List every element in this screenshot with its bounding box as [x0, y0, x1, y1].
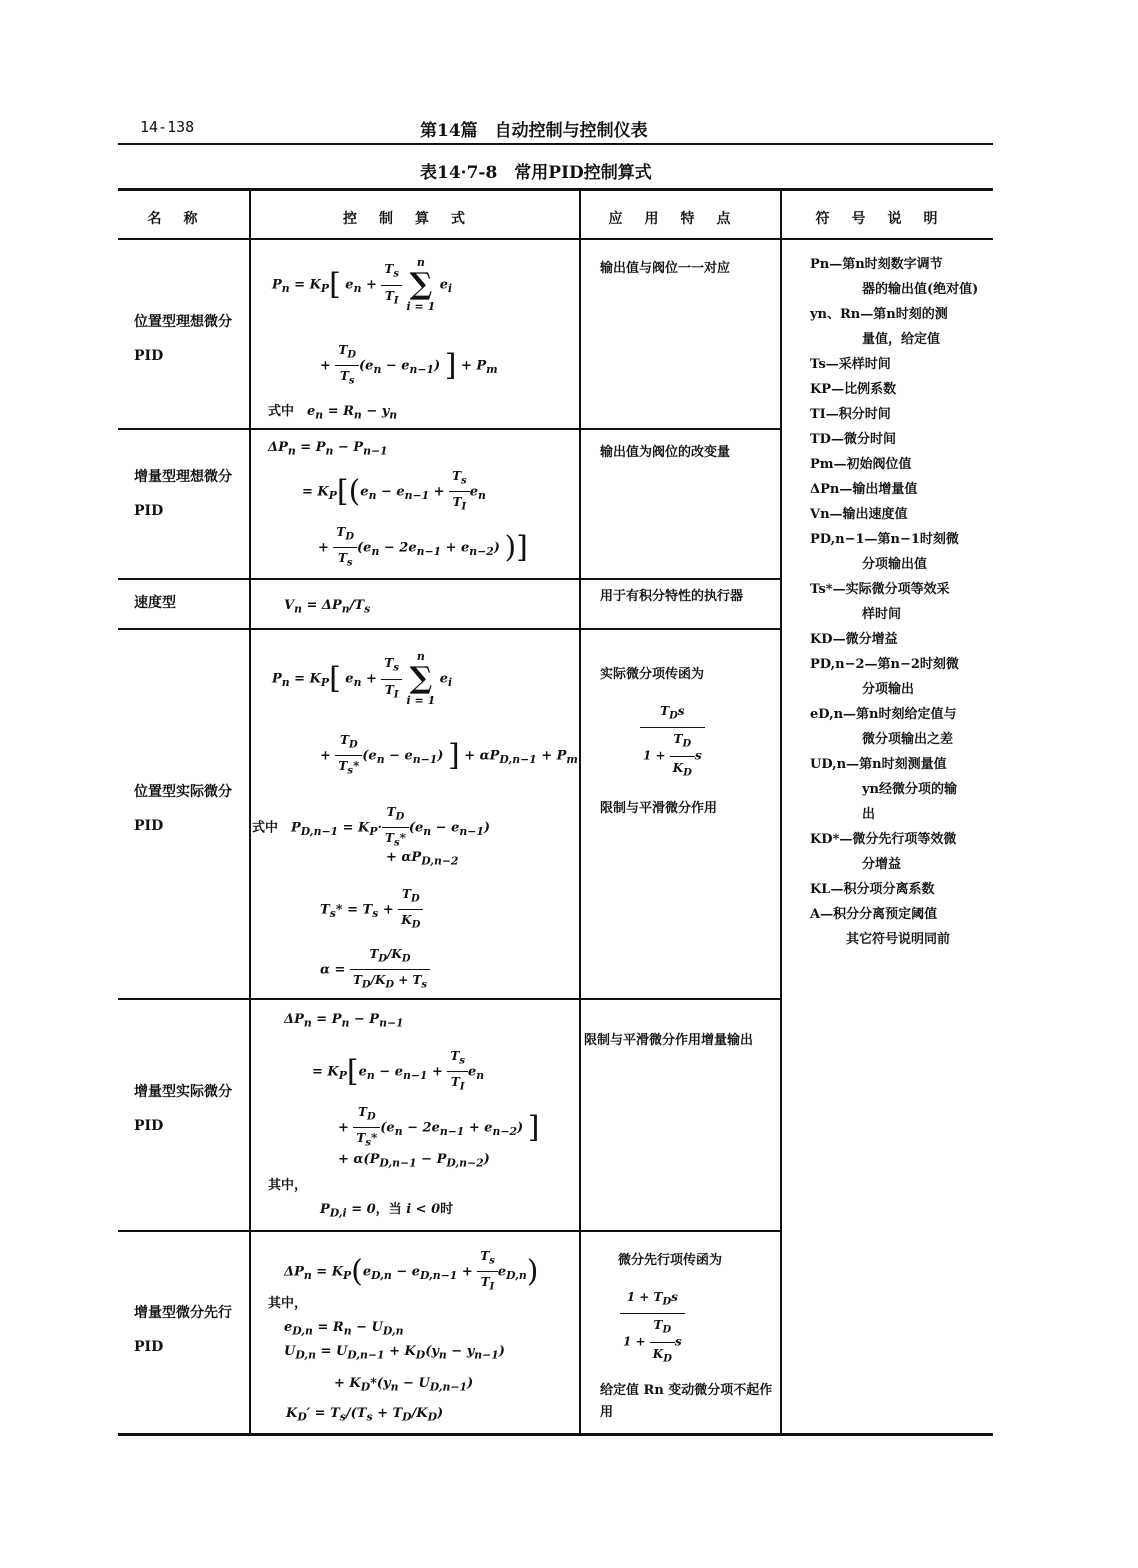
symbol-line: KD—微分增益: [810, 632, 898, 647]
formula-line: $T_s* = T_s$ + $\frac{T_D}{K_D}$: [320, 884, 423, 936]
symbol-line: Pm—初始阀位值: [810, 457, 912, 472]
symbol-line: 样时间: [862, 607, 902, 622]
symbol-line: 量值，给定值: [862, 332, 941, 347]
symbol-line: yn、Rn—第n时刻的测: [810, 307, 948, 322]
application-text: 实际微分项传函为: [600, 667, 705, 682]
symbol-line: 出: [862, 807, 876, 822]
symbol-line: 微分项输出之差: [862, 732, 954, 747]
formula-line: $P_n = K_P$[ $e_n$ + $\frac{T_s}{T_I}$ n ∑ i = 1 $e_i$: [272, 256, 453, 313]
symbol-line: Ts*—实际微分项等效采: [810, 582, 950, 597]
formula-line: + $\frac{T_D}{T_s*}$ $(e_n - e_{n-1})$ ] + $\alpha P_{D,n-1} + P_m$: [320, 730, 578, 782]
application-block: [584, 1250, 779, 1424]
application-text: 限制与平滑微分作用: [600, 801, 718, 817]
symbol-line: UD,n—第n时刻测量值: [810, 757, 947, 772]
formula-line: + $\frac{T_D}{T_s*}$ $(e_n - 2e_{n-1} + e_{n-2})$ ]: [338, 1102, 539, 1154]
row-name-line: PID: [134, 1118, 164, 1134]
col-rule: [249, 190, 251, 1434]
formula-line: $e_{D,n} = R_n - U_{D,n}$: [284, 1320, 404, 1338]
formula-line: $\Delta P_n = P_n - P_{n-1}$: [268, 440, 388, 458]
row-name-line: PID: [134, 348, 164, 364]
row-name: [134, 775, 232, 843]
symbol-line: 其它符号说明同前: [846, 932, 951, 947]
symbol-line: Ts—采样时间: [810, 357, 891, 372]
row-name-line: 位置型实际微分: [134, 784, 232, 800]
header-rule: [118, 143, 993, 145]
formula-line: + $\frac{T_D}{T_s}$ $(e_n - 2e_{n-1} + e_{n-2})$ )]: [318, 522, 528, 574]
symbol-line: PD,n−1—第n−1时刻微: [810, 532, 959, 547]
page-number: 14-138: [140, 118, 195, 136]
formula-line: + $\frac{T_D}{T_s}$ $(e_n - e_{n-1})$ ] + $P_m$: [320, 340, 498, 392]
column-header-symbols: 符号说明: [815, 211, 960, 227]
application-text: 输出值为阀位的改变量: [600, 445, 731, 460]
row-name-line: 位置型理想微分: [134, 314, 232, 330]
row-name: [134, 1296, 232, 1364]
application-text: 输出值与阀位一一对应: [600, 261, 731, 276]
symbol-line: PD,n−2—第n−2时刻微: [810, 657, 959, 672]
section-title: 第14篇 自动控制与控制仪表: [420, 121, 648, 141]
symbol-line: KP—比例系数: [810, 382, 897, 397]
row-rule: [118, 628, 780, 630]
formula-line: $V_n = \Delta P_n/T_s$: [284, 598, 371, 616]
symbol-line: eD,n—第n时刻给定值与: [810, 707, 957, 722]
formula-line: $U_{D,n} = U_{D,n-1} + K_D(y_n - y_{n-1})$: [284, 1344, 505, 1362]
row-name-line: 增量型实际微分: [134, 1084, 232, 1100]
symbol-line: KD*—微分先行项等效微: [810, 832, 957, 847]
formula-line: = $K_P[(e_n - e_{n-1}$ + $\frac{T_s}{T_I}$ $e_n$: [302, 466, 486, 518]
row-name-line: 增量型微分先行: [134, 1305, 232, 1321]
formula-line: 式中 $P_{D,n-1} = K_P\cdot$ $\frac{T_D}{T_s*}$ $(e_n - e_{n-1})$: [252, 802, 490, 854]
formula-line: 其中，: [268, 1296, 308, 1311]
application-text: 微分先行项传函为: [618, 1253, 723, 1268]
symbol-line: TI—积分时间: [810, 407, 891, 422]
formula-line: $P_n = K_P$[ $e_n$ + $\frac{T_s}{T_I}$ n ∑ i = 1 $e_i$: [272, 650, 453, 707]
row-name: [134, 460, 232, 528]
symbol-line: A—积分分离预定阈值: [810, 907, 938, 922]
row-name-line: PID: [134, 818, 164, 834]
col-rule: [579, 190, 581, 1434]
formula-line: + $\alpha P_{D,n-2}$: [386, 850, 459, 868]
row-name: [134, 586, 176, 620]
formula-line: $P_{D,i} = 0$，当 i < 0时: [320, 1202, 454, 1220]
application-text: 限制与平滑微分作用增量输出: [584, 1033, 754, 1048]
row-name-line: PID: [134, 503, 164, 519]
application-block: [600, 664, 775, 820]
symbol-line: 器的输出值(绝对值): [862, 282, 979, 297]
formula-line: $K_D' = T_s/(T_s + T_D/K_D)$: [286, 1406, 444, 1424]
application-text: 给定值 Rn 变动微分项不起作用: [600, 1383, 773, 1421]
symbol-line: yn经微分项的输: [862, 782, 958, 797]
formula-line: α = $\frac{T_D/K_D}{T_D/K_D + T_s}$: [320, 944, 430, 996]
symbol-line: 分项输出值: [862, 557, 928, 572]
symbol-line: 分增益: [862, 857, 902, 872]
column-header-formula: 控制算式: [343, 211, 487, 227]
col-rule: [780, 190, 782, 1434]
column-header-application: 应用特点: [608, 211, 753, 227]
formula-line: $\Delta P_n = K_P(e_{D,n} - e_{D,n-1}$ + $\frac{T_s}{T_I}$ $e_{D,n}$): [284, 1246, 538, 1298]
transfer-function: $1 + T_Ds$ 1 + $\frac{T_D}{K_D}$ s: [620, 1286, 779, 1370]
row-name: [134, 305, 232, 373]
row-name-line: 增量型理想微分: [134, 469, 232, 485]
symbol-line: ΔPn—输出增量值: [810, 482, 918, 497]
row-rule: [118, 578, 780, 580]
row-name-line: PID: [134, 1339, 164, 1355]
row-name-line: 速度型: [134, 595, 176, 611]
application-text: 用于有积分特性的执行器: [600, 589, 744, 604]
formula-line: = $K_P[e_n - e_{n-1}$ + $\frac{T_s}{T_I}$ $e_n$: [312, 1046, 484, 1098]
symbol-line: 分项输出: [862, 682, 915, 697]
symbol-legend: [810, 252, 1000, 952]
row-rule: [118, 1230, 780, 1232]
symbol-line: KL—积分项分离系数: [810, 882, 935, 897]
formula-line: + $K_D*(y_n - U_{D,n-1})$: [334, 1376, 474, 1394]
transfer-function: $T_Ds$ 1 + $\frac{T_D}{K_D}$ s: [640, 700, 775, 784]
table-title: 表14·7-8 常用PID控制算式: [420, 163, 652, 183]
column-header-name: 名称: [147, 211, 220, 227]
symbol-line: Pn—第n时刻数字调节: [810, 257, 943, 272]
formula-line: 其中，: [268, 1178, 308, 1193]
formula-line: 式中 $e_n = R_n - y_n$: [268, 404, 398, 422]
symbol-line: TD—微分时间: [810, 432, 896, 447]
row-rule: [118, 998, 780, 1000]
symbol-line: Vn—输出速度值: [810, 507, 908, 522]
row-name: [134, 1075, 232, 1143]
formula-line: + $\alpha(P_{D,n-1} - P_{D,n-2})$: [338, 1152, 490, 1170]
row-rule: [118, 428, 780, 430]
formula-line: $\Delta P_n = P_n - P_{n-1}$: [284, 1012, 404, 1030]
